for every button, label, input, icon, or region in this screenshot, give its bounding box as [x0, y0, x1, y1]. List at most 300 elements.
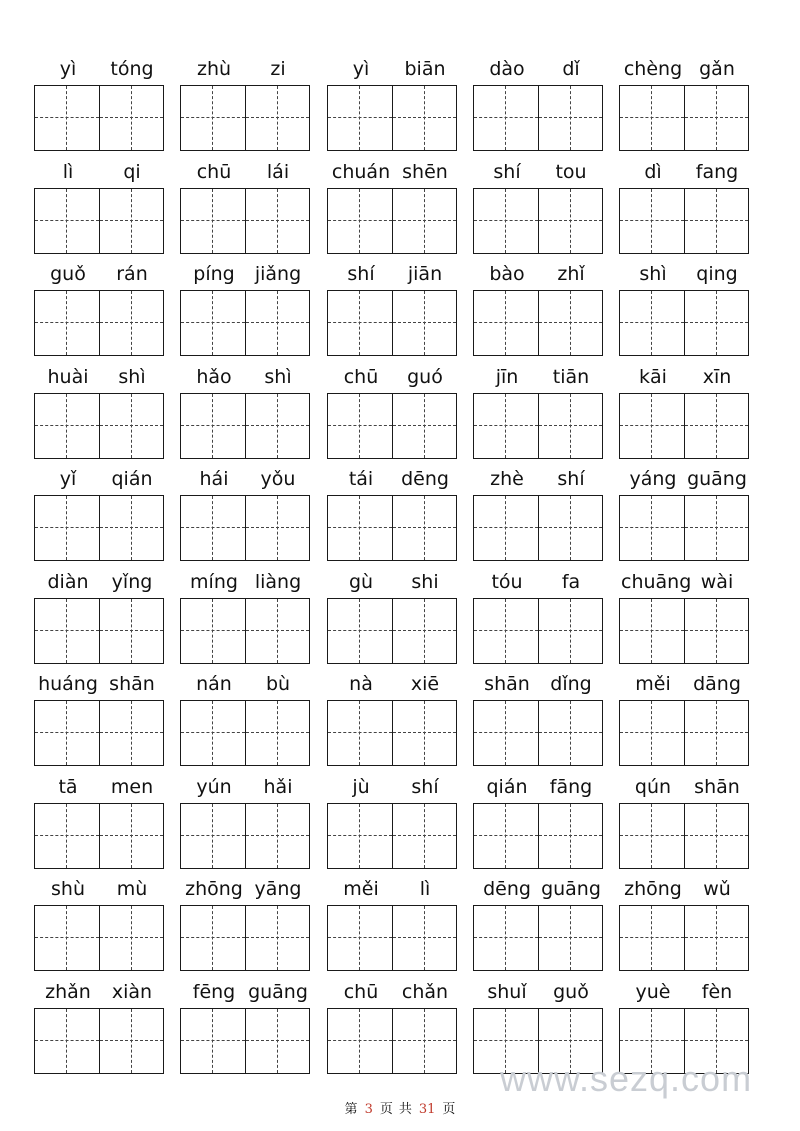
pinyin-syllable: zhōng	[185, 878, 243, 900]
writing-cell[interactable]	[99, 1009, 164, 1073]
writing-cell[interactable]	[538, 804, 603, 868]
pinyin-syllable: qing	[696, 263, 738, 285]
word-box	[180, 669, 310, 766]
pinyin-syllable: tóu	[491, 571, 523, 593]
footer-suffix: 页	[442, 1102, 456, 1117]
writing-cell[interactable]	[35, 291, 99, 355]
tianzige-grid	[619, 290, 749, 356]
pinyin-syllable: shí	[493, 161, 521, 183]
word-box	[473, 54, 603, 151]
writing-cell[interactable]	[181, 804, 245, 868]
writing-cell[interactable]	[538, 701, 603, 765]
pinyin-syllable: guāng	[248, 981, 308, 1003]
pinyin-syllable: yāng	[254, 878, 302, 900]
word-box	[473, 157, 603, 254]
writing-cell[interactable]	[392, 189, 457, 253]
writing-cell[interactable]	[35, 496, 99, 560]
word-box	[619, 669, 749, 766]
writing-cell[interactable]	[181, 1009, 245, 1073]
writing-cell[interactable]	[99, 291, 164, 355]
writing-cell[interactable]	[392, 599, 457, 663]
pinyin-syllable: měi	[343, 878, 379, 900]
writing-cell[interactable]	[392, 1009, 457, 1073]
tianzige-grid	[473, 85, 603, 151]
tianzige-grid	[473, 598, 603, 664]
writing-cell[interactable]	[620, 804, 684, 868]
total-pages-number: 31	[418, 1102, 436, 1117]
tianzige-grid	[619, 905, 749, 971]
pinyin-syllable: yuè	[635, 981, 671, 1003]
tianzige-grid	[473, 188, 603, 254]
word-box	[473, 464, 603, 561]
pinyin-syllable: shì	[639, 263, 667, 285]
pinyin-syllable: wǔ	[703, 878, 731, 900]
tianzige-grid	[619, 495, 749, 561]
tianzige-grid	[34, 85, 164, 151]
tianzige-grid	[327, 85, 457, 151]
pinyin-syllable: qián	[111, 468, 153, 490]
pinyin-syllable: liàng	[254, 571, 302, 593]
word-box	[327, 54, 457, 151]
tianzige-grid	[619, 803, 749, 869]
word-box	[34, 874, 164, 971]
word-box	[619, 157, 749, 254]
pinyin-syllable: wài	[700, 571, 734, 593]
writing-cell[interactable]	[392, 291, 457, 355]
pinyin-syllable: zhè	[490, 468, 524, 490]
pinyin-syllable: chuāng	[621, 571, 692, 593]
pinyin-syllable: píng	[193, 263, 235, 285]
writing-cell[interactable]	[620, 189, 684, 253]
word-box	[34, 157, 164, 254]
pinyin-syllable: xīn	[702, 366, 732, 388]
pinyin-syllable: zhù	[196, 58, 232, 80]
pinyin-syllable: fāng	[549, 776, 593, 798]
tianzige-grid	[327, 188, 457, 254]
pinyin-syllable: rán	[116, 263, 148, 285]
pinyin-syllable: hǎi	[263, 776, 293, 798]
tianzige-grid	[327, 1008, 457, 1074]
writing-cell[interactable]	[684, 189, 749, 253]
writing-cell[interactable]	[620, 86, 684, 150]
pinyin-syllable: yǒu	[260, 468, 296, 490]
page-footer	[0, 1098, 800, 1117]
word-box	[180, 54, 310, 151]
writing-cell[interactable]	[245, 86, 310, 150]
writing-cell[interactable]	[620, 394, 684, 458]
writing-cell[interactable]	[328, 1009, 392, 1073]
word-box	[619, 259, 749, 356]
tianzige-grid	[473, 700, 603, 766]
writing-cell[interactable]	[35, 394, 99, 458]
word-box	[34, 977, 164, 1074]
pinyin-syllable: dǐng	[550, 673, 592, 695]
pinyin-syllable: shí	[347, 263, 375, 285]
word-box	[619, 567, 749, 664]
writing-cell[interactable]	[328, 291, 392, 355]
pinyin-syllable: jù	[352, 776, 370, 798]
word-box	[473, 259, 603, 356]
tianzige-grid	[34, 905, 164, 971]
pinyin-syllable: bù	[265, 673, 291, 695]
writing-cell[interactable]	[245, 701, 310, 765]
writing-cell[interactable]	[392, 86, 457, 150]
writing-cell[interactable]	[474, 906, 538, 970]
pinyin-syllable: lì	[62, 161, 74, 183]
pinyin-syllable: shì	[118, 366, 146, 388]
pinyin-syllable: yáng	[629, 468, 677, 490]
pinyin-syllable: shān	[694, 776, 740, 798]
writing-cell[interactable]	[35, 189, 99, 253]
pinyin-syllable: dì	[644, 161, 662, 183]
pinyin-syllable: shēn	[402, 161, 448, 183]
word-box	[34, 54, 164, 151]
writing-cell[interactable]	[181, 291, 245, 355]
writing-cell[interactable]	[684, 701, 749, 765]
tianzige-grid	[327, 495, 457, 561]
tianzige-grid	[180, 188, 310, 254]
writing-cell[interactable]	[538, 86, 603, 150]
pinyin-syllable: dào	[489, 58, 525, 80]
writing-cell[interactable]	[181, 86, 245, 150]
pinyin-syllable: shí	[557, 468, 585, 490]
word-box	[473, 669, 603, 766]
writing-cell[interactable]	[474, 496, 538, 560]
writing-cell[interactable]	[181, 701, 245, 765]
writing-cell[interactable]	[328, 394, 392, 458]
writing-cell[interactable]	[538, 906, 603, 970]
tianzige-grid	[180, 495, 310, 561]
word-box	[327, 669, 457, 766]
pinyin-syllable: hái	[199, 468, 229, 490]
writing-cell[interactable]	[474, 189, 538, 253]
pinyin-syllable: gù	[348, 571, 374, 593]
word-box	[180, 464, 310, 561]
pinyin-syllable: chū	[343, 366, 379, 388]
pinyin-syllable: yún	[196, 776, 232, 798]
word-box	[180, 567, 310, 664]
tianzige-grid	[473, 393, 603, 459]
word-box	[34, 464, 164, 561]
footer-total-word: 共	[398, 1102, 412, 1117]
writing-cell[interactable]	[35, 701, 99, 765]
writing-cell[interactable]	[392, 701, 457, 765]
writing-cell[interactable]	[99, 496, 164, 560]
pinyin-syllable: fēng	[192, 981, 236, 1003]
pinyin-syllable: jīn	[495, 366, 519, 388]
writing-cell[interactable]	[684, 906, 749, 970]
word-box	[327, 772, 457, 869]
pinyin-syllable: shí	[411, 776, 439, 798]
word-box	[34, 567, 164, 664]
writing-cell[interactable]	[181, 599, 245, 663]
word-box	[180, 259, 310, 356]
tianzige-grid	[180, 803, 310, 869]
writing-cell[interactable]	[684, 496, 749, 560]
pinyin-syllable: biān	[404, 58, 446, 80]
writing-cell[interactable]	[684, 394, 749, 458]
writing-cell[interactable]	[328, 496, 392, 560]
word-box	[34, 362, 164, 459]
watermark: www.sezq.com	[500, 1058, 753, 1099]
pinyin-syllable: qún	[634, 776, 672, 798]
writing-cell[interactable]	[620, 599, 684, 663]
pinyin-syllable: tóng	[110, 58, 154, 80]
pinyin-syllable: xiē	[410, 673, 440, 695]
word-box	[473, 874, 603, 971]
writing-cell[interactable]	[35, 599, 99, 663]
tianzige-grid	[180, 393, 310, 459]
writing-cell[interactable]	[35, 804, 99, 868]
writing-cell[interactable]	[35, 1009, 99, 1073]
pinyin-syllable: guāng	[687, 468, 747, 490]
writing-cell[interactable]	[392, 906, 457, 970]
writing-cell[interactable]	[328, 804, 392, 868]
pinyin-syllable: diàn	[47, 571, 89, 593]
pinyin-syllable: yì	[59, 58, 77, 80]
writing-cell[interactable]	[474, 291, 538, 355]
writing-cell[interactable]	[474, 804, 538, 868]
writing-cell[interactable]	[474, 86, 538, 150]
tianzige-grid	[34, 803, 164, 869]
writing-cell[interactable]	[620, 906, 684, 970]
writing-cell[interactable]	[99, 189, 164, 253]
pinyin-syllable: shi	[411, 571, 439, 593]
word-box	[180, 874, 310, 971]
writing-cell[interactable]	[245, 291, 310, 355]
writing-cell[interactable]	[538, 291, 603, 355]
writing-cell[interactable]	[181, 496, 245, 560]
writing-cell[interactable]	[474, 701, 538, 765]
pinyin-syllable: guǒ	[553, 981, 589, 1003]
pinyin-syllable: tiān	[552, 366, 590, 388]
pinyin-syllable: chuán	[331, 161, 391, 183]
tianzige-grid	[34, 290, 164, 356]
tianzige-grid	[327, 803, 457, 869]
word-box	[327, 362, 457, 459]
writing-cell[interactable]	[99, 86, 164, 150]
writing-cell[interactable]	[245, 599, 310, 663]
pinyin-syllable: chū	[196, 161, 232, 183]
pinyin-syllable: fa	[561, 571, 581, 593]
writing-cell[interactable]	[181, 189, 245, 253]
pinyin-syllable: gǎn	[699, 58, 735, 80]
tianzige-grid	[180, 598, 310, 664]
pinyin-syllable: zhǎn	[45, 981, 91, 1003]
writing-cell[interactable]	[181, 394, 245, 458]
writing-cell[interactable]	[99, 906, 164, 970]
word-box	[180, 157, 310, 254]
pinyin-syllable: lái	[266, 161, 290, 183]
pinyin-syllable: shì	[264, 366, 292, 388]
pinyin-syllable: jiān	[407, 263, 443, 285]
writing-cell[interactable]	[392, 496, 457, 560]
word-box	[327, 874, 457, 971]
pinyin-syllable: zhōng	[624, 878, 682, 900]
pinyin-syllable: shān	[484, 673, 530, 695]
pinyin-syllable: shān	[109, 673, 155, 695]
tianzige-grid	[34, 1008, 164, 1074]
writing-cell[interactable]	[181, 906, 245, 970]
word-box	[619, 772, 749, 869]
writing-cell[interactable]	[538, 189, 603, 253]
pinyin-syllable: zhǐ	[557, 263, 585, 285]
writing-cell[interactable]	[684, 86, 749, 150]
word-box	[180, 362, 310, 459]
pinyin-syllable: mù	[116, 878, 148, 900]
writing-cell[interactable]	[328, 599, 392, 663]
tianzige-grid	[473, 495, 603, 561]
writing-cell[interactable]	[328, 701, 392, 765]
word-box	[619, 362, 749, 459]
writing-cell[interactable]	[538, 599, 603, 663]
word-box	[473, 772, 603, 869]
writing-cell[interactable]	[474, 599, 538, 663]
tianzige-grid	[34, 495, 164, 561]
pinyin-syllable: míng	[190, 571, 238, 593]
pinyin-syllable: kāi	[639, 366, 667, 388]
pinyin-syllable: dǐ	[562, 58, 580, 80]
pinyin-syllable: nán	[196, 673, 232, 695]
writing-cell[interactable]	[684, 291, 749, 355]
pinyin-syllable: xiàn	[111, 981, 153, 1003]
pinyin-syllable: dāng	[693, 673, 741, 695]
pinyin-syllable: huáng	[38, 673, 98, 695]
tianzige-grid	[619, 393, 749, 459]
tianzige-grid	[619, 85, 749, 151]
tianzige-grid	[619, 700, 749, 766]
writing-cell[interactable]	[620, 701, 684, 765]
pinyin-syllable: shù	[51, 878, 85, 900]
writing-cell[interactable]	[620, 291, 684, 355]
pinyin-syllable: dēng	[401, 468, 449, 490]
pinyin-syllable: guāng	[541, 878, 601, 900]
tianzige-grid	[180, 85, 310, 151]
tianzige-grid	[327, 393, 457, 459]
pinyin-syllable: tou	[555, 161, 587, 183]
footer-prefix: 第	[344, 1102, 358, 1117]
word-box	[619, 54, 749, 151]
pinyin-syllable: lì	[419, 878, 431, 900]
word-box	[473, 362, 603, 459]
writing-cell[interactable]	[684, 599, 749, 663]
writing-cell[interactable]	[474, 394, 538, 458]
word-box	[327, 977, 457, 1074]
tianzige-grid	[327, 598, 457, 664]
writing-cell[interactable]	[35, 86, 99, 150]
pinyin-syllable: fang	[695, 161, 739, 183]
writing-cell[interactable]	[245, 906, 310, 970]
pinyin-syllable: zi	[270, 58, 286, 80]
word-box	[34, 772, 164, 869]
footer-page-word: 页	[379, 1102, 393, 1117]
pinyin-syllable: tā	[58, 776, 78, 798]
pinyin-syllable: chèng	[623, 58, 683, 80]
word-box	[327, 259, 457, 356]
word-box	[34, 259, 164, 356]
tianzige-grid	[327, 290, 457, 356]
pinyin-syllable: fèn	[701, 981, 733, 1003]
pinyin-syllable: yì	[352, 58, 370, 80]
writing-cell[interactable]	[99, 394, 164, 458]
word-box	[327, 157, 457, 254]
pinyin-syllable: yǐng	[111, 571, 153, 593]
writing-cell[interactable]	[35, 906, 99, 970]
pinyin-syllable: guǒ	[50, 263, 86, 285]
tianzige-grid	[619, 598, 749, 664]
writing-cell[interactable]	[392, 394, 457, 458]
pinyin-syllable: huài	[47, 366, 89, 388]
tianzige-grid	[473, 290, 603, 356]
writing-cell[interactable]	[245, 1009, 310, 1073]
pinyin-syllable: men	[110, 776, 154, 798]
word-box	[180, 772, 310, 869]
word-box	[619, 464, 749, 561]
tianzige-grid	[327, 700, 457, 766]
word-box	[619, 874, 749, 971]
writing-cell[interactable]	[620, 496, 684, 560]
pinyin-syllable: guó	[407, 366, 443, 388]
writing-cell[interactable]	[328, 189, 392, 253]
tianzige-grid	[34, 393, 164, 459]
tianzige-grid	[34, 598, 164, 664]
pinyin-syllable: yǐ	[59, 468, 77, 490]
writing-cell[interactable]	[392, 804, 457, 868]
word-box	[180, 977, 310, 1074]
pinyin-syllable: hǎo	[196, 366, 232, 388]
writing-cell[interactable]	[684, 804, 749, 868]
pinyin-syllable: jiǎng	[254, 263, 302, 285]
tianzige-grid	[180, 700, 310, 766]
word-box	[327, 567, 457, 664]
pinyin-syllable: shuǐ	[487, 981, 527, 1003]
tianzige-grid	[180, 905, 310, 971]
writing-cell[interactable]	[538, 394, 603, 458]
pinyin-syllable: tái	[348, 468, 374, 490]
writing-cell[interactable]	[328, 906, 392, 970]
pinyin-syllable: nà	[349, 673, 373, 695]
pinyin-syllable: qián	[486, 776, 528, 798]
writing-cell[interactable]	[99, 701, 164, 765]
word-box	[327, 464, 457, 561]
tianzige-grid	[180, 1008, 310, 1074]
pinyin-syllable: chū	[343, 981, 379, 1003]
tianzige-grid	[34, 700, 164, 766]
pinyin-syllable: měi	[635, 673, 671, 695]
pinyin-syllable: dēng	[483, 878, 531, 900]
word-box	[473, 567, 603, 664]
pinyin-syllable: bào	[489, 263, 525, 285]
pinyin-syllable: chǎn	[401, 981, 449, 1003]
current-page-number: 3	[364, 1102, 373, 1117]
tianzige-grid	[180, 290, 310, 356]
writing-cell[interactable]	[99, 804, 164, 868]
writing-cell[interactable]	[328, 86, 392, 150]
tianzige-grid	[619, 188, 749, 254]
tianzige-grid	[473, 905, 603, 971]
writing-cell[interactable]	[245, 394, 310, 458]
word-box	[34, 669, 164, 766]
writing-cell[interactable]	[245, 804, 310, 868]
writing-cell[interactable]	[245, 496, 310, 560]
writing-cell[interactable]	[538, 496, 603, 560]
writing-cell[interactable]	[245, 189, 310, 253]
tianzige-grid	[34, 188, 164, 254]
tianzige-grid	[327, 905, 457, 971]
writing-cell[interactable]	[99, 599, 164, 663]
tianzige-grid	[473, 803, 603, 869]
pinyin-syllable: qi	[123, 161, 141, 183]
